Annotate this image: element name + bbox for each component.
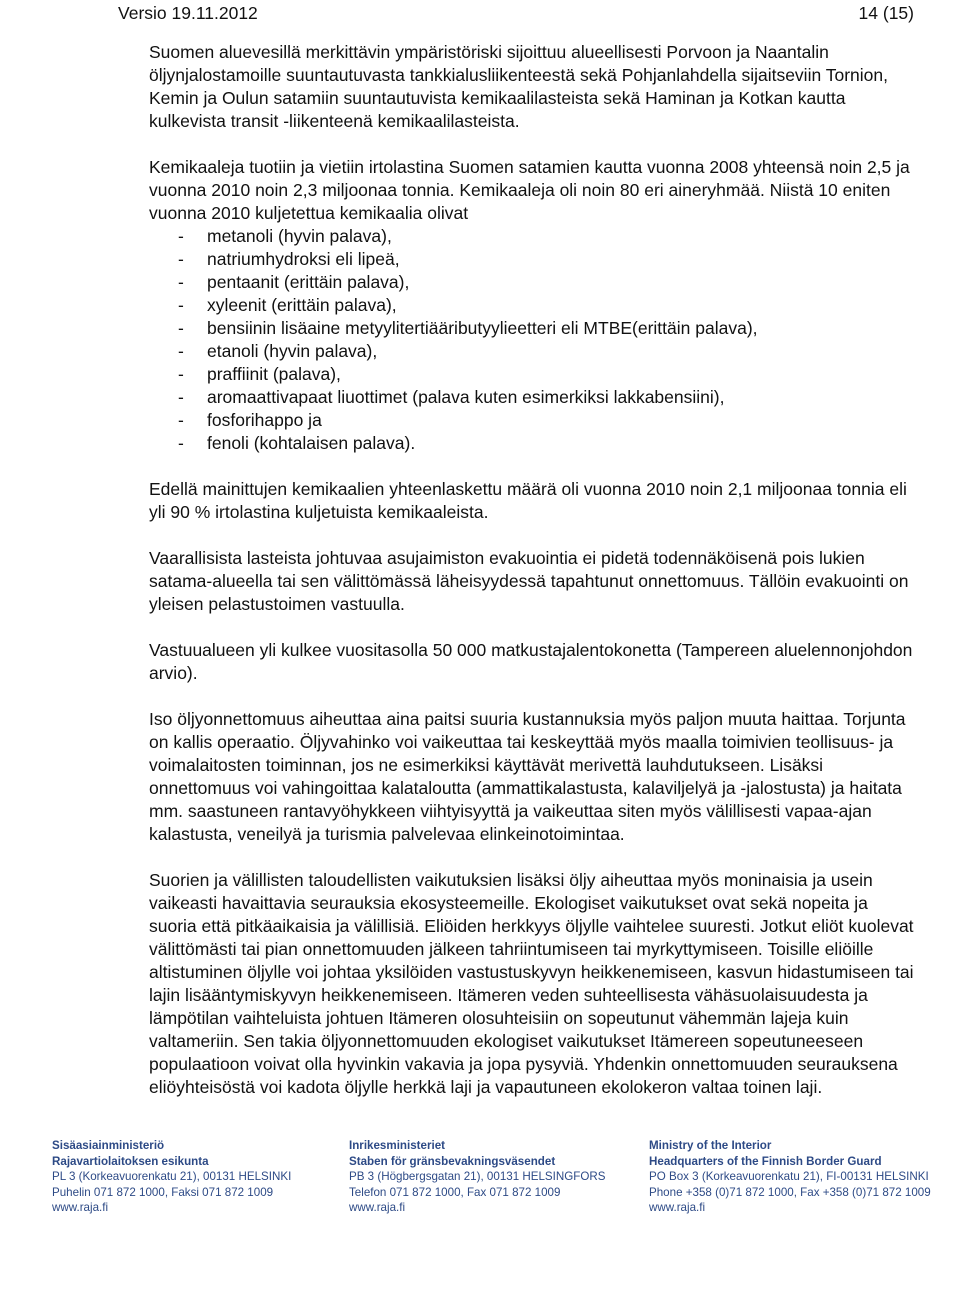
paragraph-risk-areas: Suomen aluevesillä merkittävin ympäristöriski sijoittuu alueellisesti Porvoon ja Naantalin öljynjalostamoille suuntautuvasta tankkialusliikenteestä sekä Pohjanlahdella sijaitseviin Tornion, Kemin ja Oulun satamiin suuntautuvista kemikaalilasteista sekä Haminan ja Kotkan kautta kulkevista transit -liikenteenä kemikaalilasteista.	[149, 42, 888, 131]
footer-phone: Phone +358 (0)71 872 1000, Fax +358 (0)71 872 1009	[649, 1185, 931, 1199]
list-dash: -	[178, 364, 184, 384]
footer-address: PB 3 (Högbergsgatan 21), 00131 HELSINGFORS	[349, 1170, 606, 1184]
footer-org: Inrikesministeriet	[349, 1139, 446, 1152]
paragraph-air-traffic: Vastuualueen yli kulkee vuositasolla 50 000 matkustajalentokonetta (Tampereen aluelennonjohdon arvio).	[149, 640, 913, 683]
footer-unit: Rajavartiolaitoksen esikunta	[52, 1154, 209, 1168]
footer-unit: Headquarters of the Finnish Border Guard	[649, 1154, 882, 1168]
list-dash: -	[178, 295, 184, 315]
list-dash: -	[178, 410, 184, 430]
footer-phone: Puhelin 071 872 1000, Faksi 071 872 1009	[52, 1185, 274, 1199]
list-dash: -	[178, 433, 184, 453]
footer-column-english	[649, 1138, 949, 1216]
paragraph-evacuation: Vaarallisista lasteista johtuvaa asujaimiston evakuointia ei pidetä todennäköisenä pois lukien satama-alueella tai sen välittömässä läheisyydessä tapahtunut onnettomuus. Tällöin evakuointi on yleisen pelastustoimen vastuulla.	[149, 548, 909, 614]
list-item: - aromaattivapaat liuottimet (palava kuten esimerkiksi lakkabensiini),	[178, 387, 725, 407]
document-version: Versio 19.11.2012	[118, 3, 258, 23]
footer-org: Ministry of the Interior	[649, 1139, 772, 1152]
footer-phone: Telefon 071 872 1000, Fax 071 872 1009	[349, 1185, 561, 1199]
list-dash: -	[178, 318, 184, 338]
list-dash: -	[178, 387, 184, 407]
paragraph-chemical-transport: Kemikaaleja tuotiin ja vietiin irtolastina Suomen satamien kautta vuonna 2008 yhteensä noin 2,5 ja vuonna 2010 noin 2,3 miljoonaa tonnia. Kemikaaleja oli noin 80 eri aineryhmää. Niistä 10 eniten vuonna 2010 kuljetettua kemikaalia olivat	[149, 157, 910, 223]
paragraph-oil-damage: Iso öljyonnettomuus aiheuttaa aina paitsi suuria kustannuksia myös paljon muuta haittaa. Torjunta on kallis operaatio. Öljyvahinko voi vaikeuttaa tai keskeyttää myös maalla toimivien teollisuus- ja voimalaitosten toiminnan, jos ne esimerkiksi käyttävät merivettä lauhdutukseen. Lisäksi onnettomuus voi vahingoittaa kalataloutta (ammattikalastusta, kalaviljelyä ja -jalostusta) ja haitata mm. saastuneen rantavyöhykkeen viihtyisyyttä ja vaikeuttaa siten myös välillisesti vapaa-ajan kalastusta, veneilyä ja turismia palvelevaa elinkeinotoimintaa.	[149, 709, 906, 844]
list-item: - fenoli (kohtalaisen palava).	[178, 433, 416, 453]
list-dash: -	[178, 272, 184, 292]
page-number: 14 (15)	[858, 3, 914, 23]
list-item: - praffiinit (palava),	[178, 364, 341, 384]
list-item: - fosforihappo ja	[178, 410, 322, 430]
footer-address: PL 3 (Korkeavuorenkatu 21), 00131 HELSINKI	[52, 1170, 292, 1184]
list-item: - xyleenit (erittäin palava),	[178, 295, 397, 315]
page-footer	[0, 1138, 960, 1228]
page-header	[0, 0, 960, 26]
footer-column-finnish	[52, 1138, 332, 1216]
paragraph-chemical-total: Edellä mainittujen kemikaalien yhteenlaskettu määrä oli vuonna 2010 noin 2,1 miljoonaa tonnia eli yli 90 % irtolastina kuljetuista kemikaaleista.	[149, 479, 907, 522]
paragraph-ecological-effects: Suorien ja välillisten taloudellisten vaikutuksien lisäksi öljy aiheuttaa myös moninaisia ja usein vaikeasti havaittavia seurauksia ekosysteemeille. Ekologiset vaikutukset ovat sekä nopeita ja suoria että pitkäaikaisia ja välillisiä. Eliöiden herkkyys öljylle vaihtelee suuresti. Jotkut eliöt kuolevat välittömästi tai pian onnettomuuden jälkeen tahriintumiseen tai myrkyttymiseen. Toisille eliöille altistuminen öljylle voi johtaa yksilöiden vastustuskyvyn heikkenemiseen, kasvun hidastumiseen tai lajin lisääntymiskyvyn heikkenemiseen. Itämeren veden suhteellisesta vähäsuolaisuudesta ja lämpötilan vaihteluista johtuen Itämeren olosuhteisiin on sopeutunut vähemmän lajeja kuin valtameriin. Sen takia öljyonnettomuuden ekologiset vaikutukset Itämereen sopeutuneeseen populaatioon voivat olla hyvinkin vakavia ja jopa pysyviä. Yhdenkin onnettomuuden seurauksena eliöyhteisöstä voi kadota öljylle herkkä laji ja vapautuneen ekolokeron valtaa toinen laji.	[149, 870, 914, 1097]
footer-column-swedish	[349, 1138, 629, 1216]
list-dash: -	[178, 341, 184, 361]
chemical-list	[149, 225, 915, 455]
list-item: - metanoli (hyvin palava),	[178, 226, 392, 246]
list-item: - bensiinin lisäaine metyylitertiääributyylieetteri eli MTBE(erittäin palava),	[178, 318, 758, 338]
list-dash: -	[178, 249, 184, 269]
footer-unit: Staben för gränsbevakningsväsendet	[349, 1154, 556, 1168]
document-body	[149, 41, 915, 1099]
list-dash: -	[178, 226, 184, 246]
list-item: - etanoli (hyvin palava),	[178, 341, 378, 361]
footer-web-link[interactable]: www.raja.fi	[52, 1201, 109, 1215]
list-item: - natriumhydroksi eli lipeä,	[178, 249, 400, 269]
footer-web-link[interactable]: www.raja.fi	[349, 1201, 406, 1215]
list-item: - pentaanit (erittäin palava),	[178, 272, 410, 292]
footer-org: Sisäasiainministeriö	[52, 1139, 165, 1152]
footer-address: PO Box 3 (Korkeavuorenkatu 21), FI-00131 HELSINKI	[649, 1170, 929, 1184]
footer-web-link[interactable]: www.raja.fi	[649, 1201, 706, 1215]
